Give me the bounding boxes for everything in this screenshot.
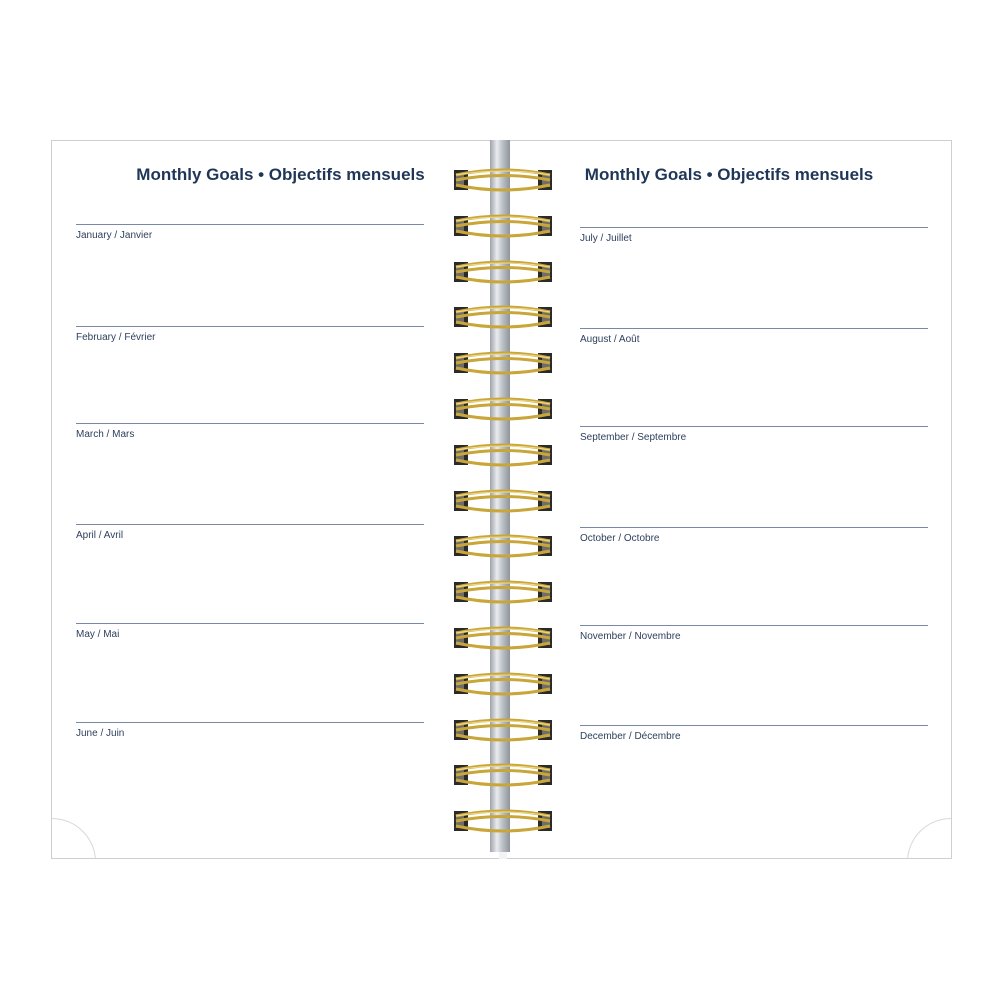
left-page <box>51 140 499 859</box>
goal-section-december[interactable] <box>580 725 928 742</box>
month-label: March / Mars <box>76 429 135 440</box>
goal-rule-line <box>580 328 928 329</box>
goal-section-may[interactable] <box>76 623 424 640</box>
goal-rule-line <box>580 426 928 427</box>
goal-section-january[interactable] <box>76 224 424 241</box>
month-label: December / Décembre <box>580 731 681 742</box>
goal-rule-line <box>580 227 928 228</box>
goal-rule-line <box>76 326 424 327</box>
month-label: July / Juillet <box>580 233 632 244</box>
binding-ring <box>452 257 554 287</box>
month-label: October / Octobre <box>580 533 660 544</box>
goal-section-june[interactable] <box>76 722 424 739</box>
goal-rule-line <box>76 224 424 225</box>
page-corner-curve <box>907 818 952 859</box>
goal-rule-line <box>580 725 928 726</box>
month-label: August / Août <box>580 334 640 345</box>
binding-ring <box>452 440 554 470</box>
month-label: May / Mai <box>76 629 120 640</box>
right-page <box>507 140 952 859</box>
goal-section-october[interactable] <box>580 527 928 544</box>
goal-section-april[interactable] <box>76 524 424 541</box>
goal-section-march[interactable] <box>76 423 424 440</box>
goal-section-august[interactable] <box>580 328 928 345</box>
goal-section-november[interactable] <box>580 625 928 642</box>
binding-ring <box>452 669 554 699</box>
month-label: September / Septembre <box>580 432 687 443</box>
binding-ring <box>452 302 554 332</box>
binding-ring <box>452 394 554 424</box>
goal-rule-line <box>76 423 424 424</box>
month-label: November / Novembre <box>580 631 681 642</box>
month-label: February / Février <box>76 332 156 343</box>
binding-ring <box>452 623 554 653</box>
binding-ring <box>452 531 554 561</box>
binding-ring <box>452 486 554 516</box>
goal-rule-line <box>76 623 424 624</box>
month-label: January / Janvier <box>76 230 153 241</box>
binding-ring <box>452 165 554 195</box>
goal-section-july[interactable] <box>580 227 928 244</box>
binding-ring <box>452 715 554 745</box>
goal-section-september[interactable] <box>580 426 928 443</box>
goal-rule-line <box>76 524 424 525</box>
binding-ring <box>452 211 554 241</box>
goal-rule-line <box>580 625 928 626</box>
page-corner-curve <box>51 818 96 859</box>
binding-ring <box>452 577 554 607</box>
binding-ring <box>452 348 554 378</box>
goal-rule-line <box>76 722 424 723</box>
page-title: Monthly Goals • Objectifs mensuels <box>584 165 874 184</box>
month-label: June / Juin <box>76 728 125 739</box>
binding-ring <box>452 760 554 790</box>
page-title: Monthly Goals • Objectifs mensuels <box>136 165 425 184</box>
goal-section-february[interactable] <box>76 326 424 343</box>
goal-rule-line <box>580 527 928 528</box>
month-label: April / Avril <box>76 530 124 541</box>
binding-ring <box>452 806 554 836</box>
